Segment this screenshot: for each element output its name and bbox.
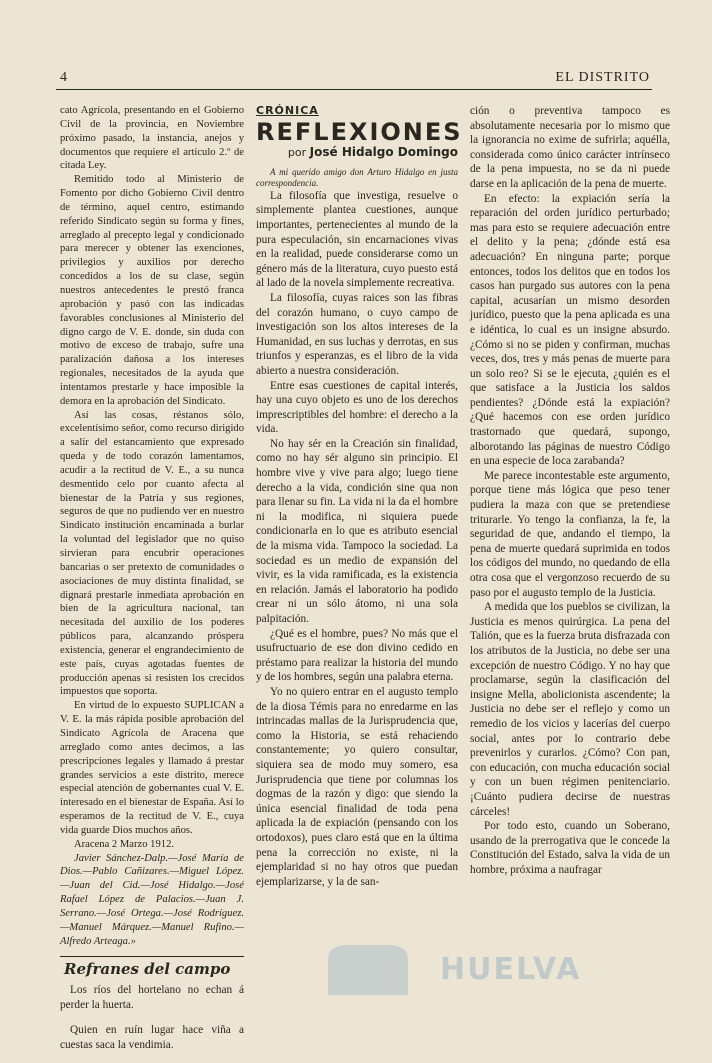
section-label: CRÓNICA [256, 104, 319, 117]
header-rule [56, 89, 652, 90]
article-paragraph: Entre esas cuestiones de capital interés, hay una cuyo objeto es uno de los derechos imprescriptibles del hombre: el derecho a la vida. [256, 379, 458, 436]
letter-date: Aracena 2 Marzo 1912. [74, 838, 175, 850]
left-paragraph: Así las cosas, réstanos sólo, excelentísimo señor, como recurso dirigido a salir del estancamiento que expresado queda y de todo corazón lamentamos, acudir a la rectitud de V. E., a su nunca desmentido celo por cuanto afecta al bienestar de la Patria y sus regiones, seguros de que no pudiendo ver en nuestro Sindicato institución encaminada a burlar la voluntad del legislador que no quiso sirvieran para encubrir operaciones bancarias o ser pretexto de comunidades o asociaciones de muy distinta finalidad, se dignará prestarle inmediata aprobación en bien de la agricultura nacional, tan necesitada del auxilio de los poderes públicos para, alcanzando próspera existencia, generar el engrandecimiento de este país, cuyas agotadas fuentes de producción apenas si resisten los crecidos impuestos que soporta. [60, 409, 244, 698]
dedication: A mi querido amigo don Arturo Hidalgo en justa correspondencia. [256, 166, 458, 188]
left-paragraph: cato Agrícola, presentando en el Gobierno Civil de la provincia, en Noviembre próximo pasado, la instancia, anejos y documentos que requiere el artículo 2.º de citada Ley. [60, 105, 244, 172]
right-column [470, 104, 670, 877]
section-divider [60, 956, 244, 957]
page-header [60, 70, 650, 88]
article-paragraph: Me parece incontestable este argumento, porque tiene más lógica que peso tener pudiera la maza con que se pretendiese triturarle. Yo tengo la confianza, la fe, la seguridad de que, andando el tiempo, la pena de muerte quedará suprimida en todos los códigos del mundo, no quedando de ella otra cosa que el vergonzoso recuerdo de su paso por el augusto templo de la Justicia. [470, 469, 670, 599]
article-paragraph: ¿Qué es el hombre, pues? No más que el usufructuario de ese don divino cedido en préstamo para realizar la historia del mundo y de los hombres, según una palabra eterna. [256, 627, 458, 684]
refran-item: Quien en ruín lugar hace viña a cuestas saca la vendimia. [60, 1024, 244, 1052]
middle-column [256, 104, 463, 889]
refranes-title: Refranes del campo [64, 960, 231, 979]
letter-signatures: Javier Sánchez-Dalp.—José María de Dios.—Pablo Cañizares.—Miguel López.—Juan del Cid.—José Hidalgo.—José Rafael López de Palacios.—Juan J. Serrano.—José Ortega.—José Rodríguez.—Manuel Márquez.—Manuel Rufino.—Alfredo Arteaga.» [60, 852, 244, 947]
article-byline [256, 145, 458, 161]
refran-item: Los ríos del hortelano no echan á perder la huerta. [60, 984, 244, 1012]
article-paragraph: Yo no quiero entrar en el augusto templo de la diosa Témis para no enredarme en las intrincadas mallas de la Jurisprudencia que, como la Historia, se está rehaciendo constantemente; yo quiero consultar, siquiera sea de modo muy somero, esa Jurisprudencia que tiene por columnas los dogmas de la razón y digo: que siendo la única esencial finalidad de toda pena aplicada la de expiación (pensando con los ortodoxos), pues claro está que en la última pena la corrección no existe, ni la ejemplaridad si no hay otros que puedan ejemplarizarse, y la de san- [256, 685, 458, 888]
article-title: REFLEXIONES [256, 117, 463, 146]
watermark-text: HUELVA [440, 952, 582, 987]
newspaper-masthead: EL DISTRITO [555, 70, 650, 85]
page-number: 4 [60, 70, 67, 85]
article-paragraph: Por todo esto, cuando un Soberano, usando de la prerrogativa que le concede la Constitución del Estado, salva la vida de un hombre, próxima a naufragar [470, 820, 670, 876]
article-paragraph: A medida que los pueblos se civilizan, la Justicia es menos quirúrgica. La pena del Talión, que es la fuerza bruta disfrazada con los atributos de la Justicia, no debe ser una excepción de nuestro Código. Y no hay que proclamarse, según la clasificación del insigne Mella, abolicionista ascendente; la Justicia no debe ser el reflejo y como un remedio de los vicios y lacerías del cuerpo social, antes por lo contrario debe prevenirlos y curarlos. ¿Cómo? Con pan, con educación, con mucha educación social y con un buen régimen penitenciario. ¡Cuánto pudiera decirse de nuestras cárceles! [470, 601, 670, 818]
article-paragraph: La filosofía que investiga, resuelve o simplemente plantea cuestiones, aunque importantes, pertenecientes al mundo de la pura especulación, sin encarnaciones vivas en la realidad, puede considerarse como un género más de la literatura, cuyo puesto está al lado de la novela simplemente recreativa. [256, 189, 458, 290]
author-name: José Hidalgo Domingo [309, 145, 458, 160]
article-paragraph: No hay sér en la Creación sin finalidad, como no hay sér alguno sin principio. El hombre vive y vive para algo; luego tiene derecho a la vida, condición sine qua non para llenar su fin. La vida ni la da el hombre ni la modifica, ni siquiera puede condicionarla en lo que es atributo esencial de la misma vida. Tampoco la sociedad. La sociedad es un medio de expansión del vivir, es la vida ramificada, es la existencia en relación. Jamás el laboratorio ha podido crear ni un sólo átomo, ni una sola palpitación. [256, 437, 458, 625]
article-paragraph: La filosofía, cuyas raices son las fibras del corazón humano, o cuyo campo de investigación son los altos intereses de la Humanidad, en sus luchas y derrotas, en sus triunfos y esperanzas, es el libro de la vida abierto a nuestra consideración. [256, 291, 458, 377]
article-paragraph: En efecto: la expiación sería la reparación del orden jurídico perturbado; mas para esto se requiere adecuación entre el delito y la pena; ¿dónde está esa adecuación? En ninguna parte; porque entonces, todos los delitos que en todos los casos han purgado sus autores con la pena capital, acusarían un mismo desorden jurídico, puesto que la pena aplicada es una e idéntica, lo cual es un insigne absurdo. ¿Cómo si no se piden y confirman, muchas veces, dos, tres y más penas de muerte para un solo reo? Si se le ejecuta, ¿quién es el que satisface a la Justicia los saldos pendientes? ¿Dónde está la expiación? ¿Qué hacemos con ese orden jurídico trastornado que quedará, supongo, alborotando las páginas de nuestro Código en una especie de loca zarabanda? [470, 192, 670, 468]
byline-prefix: por [287, 146, 307, 160]
left-paragraph: Remitido todo al Ministerio de Fomento por dicho Gobierno Civil dentro de término, aquel centro, estimando referido Sindicato según su forma y fines, arreglado al precepto legal y condicionado para merecer y obtener las exenciones, privilegios y auxilios por derecho concedidos a los de su clase, según nuestros antecedentes le prestó franca aprobación y pasó con las indicadas favorables conclusiones al Ministerio del digno cargo de V. E. donde, sin duda con motivo de exceso de trabajo, sufre una paralización dañosa a los intereses regionales, necesitados de la ayuda que intentamos prestarle y hace imposible la demora en la aprobación del Sindicato. [60, 174, 244, 407]
left-paragraph: En virtud de lo expuesto SUPLICAN a V. E. la más rápida posible aprobación del Sindicato Agrícola de Aracena que arreglado como antes decimos, a las prescripciones legales y llamado á prestar grandes servicios a este distrito, merece especial atención de gobernantes cual V. E. interesado en el bienestar de España. Así lo esperamos de la rectitud de V. E., cuya vida guarde Dios muchos años. [60, 700, 244, 836]
left-column [60, 104, 244, 1063]
article-paragraph: ción o preventiva tampoco es absolutamente necesaria por lo mismo que la ignorancia no exime de sufrirla; aquélla, considerada como único carácter intrínseco de la pena impuesta, no se da ni puede darse en la aplicación de la pena de muerte. [470, 105, 670, 190]
